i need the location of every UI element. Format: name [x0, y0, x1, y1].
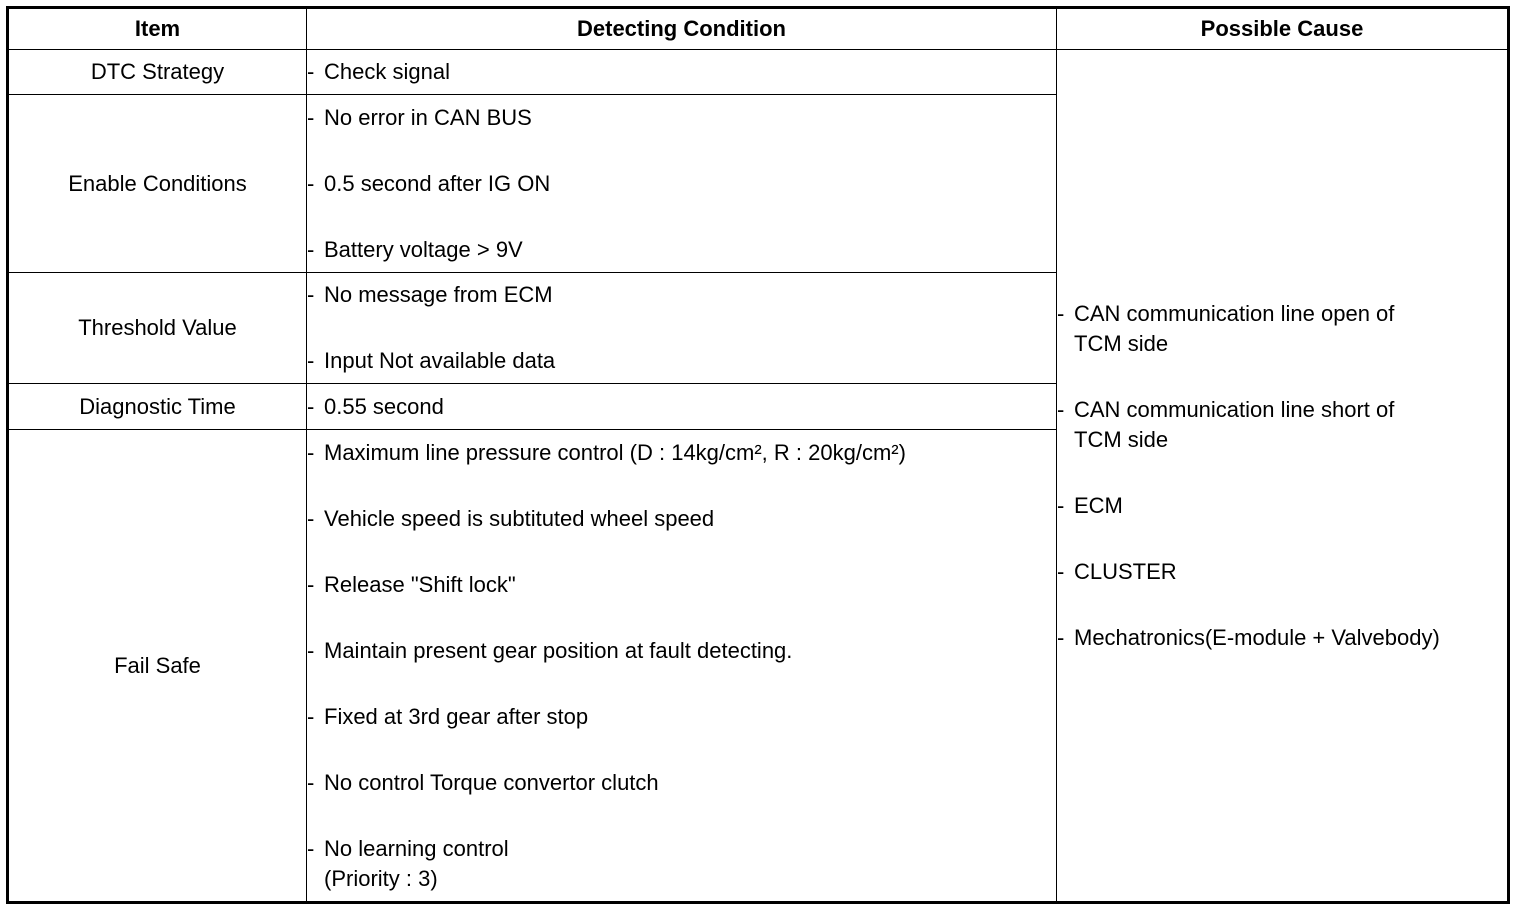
- row-item-threshold-value: Threshold Value: [8, 273, 307, 384]
- condition-line: - Release "Shift lock": [307, 571, 516, 597]
- condition-line: - Vehicle speed is subtituted wheel speed: [307, 505, 715, 531]
- condition-line: - No control Torque convertor clutch: [307, 769, 659, 795]
- condition-line: - Battery voltage > 9V: [307, 236, 523, 262]
- cause-line: - CAN communication line open of TCM side: [1057, 300, 1395, 356]
- condition-line: - Maintain present gear position at fault detecting.: [307, 637, 793, 663]
- condition-line: - Input Not available data: [307, 348, 556, 373]
- header-row: [8, 8, 1509, 50]
- dtc-spec-table: [6, 6, 1510, 904]
- condition-line: - Maximum line pressure control (D : 14kg/cm², R : 20kg/cm²): [307, 439, 906, 465]
- header-possible-cause: Possible Cause: [1057, 8, 1509, 50]
- cause-line: - CLUSTER: [1057, 558, 1177, 584]
- condition-cell: [307, 95, 1057, 273]
- cause-line: - Mechatronics(E-module + Valvebody): [1057, 624, 1440, 650]
- condition-line: - No error in CAN BUS: [307, 104, 532, 130]
- condition-line: - No message from ECM: [307, 282, 553, 307]
- condition-line: - No learning control (Priority : 3): [307, 835, 509, 891]
- cause-line: - CAN communication line short of TCM side: [1057, 396, 1395, 452]
- condition-line: - Fixed at 3rd gear after stop: [307, 703, 589, 729]
- condition-line: - Check signal: [307, 59, 450, 84]
- header-item: Item: [8, 8, 307, 50]
- table-row: [8, 50, 1509, 95]
- cause-line: - ECM: [1057, 492, 1123, 518]
- possible-cause-cell: [1057, 50, 1509, 903]
- condition-line: - 0.55 second: [307, 393, 444, 419]
- row-item-enable-conditions: Enable Conditions: [8, 95, 307, 273]
- condition-cell: [307, 273, 1057, 384]
- header-detecting-condition: Detecting Condition: [307, 8, 1057, 50]
- row-item-fail-safe: Fail Safe: [8, 430, 307, 903]
- row-item-dtc-strategy: DTC Strategy: [8, 50, 307, 95]
- condition-cell: [307, 50, 1057, 95]
- condition-cell: [307, 430, 1057, 903]
- condition-cell: [307, 384, 1057, 430]
- row-item-diagnostic-time: Diagnostic Time: [8, 384, 307, 430]
- condition-line: - 0.5 second after IG ON: [307, 170, 551, 196]
